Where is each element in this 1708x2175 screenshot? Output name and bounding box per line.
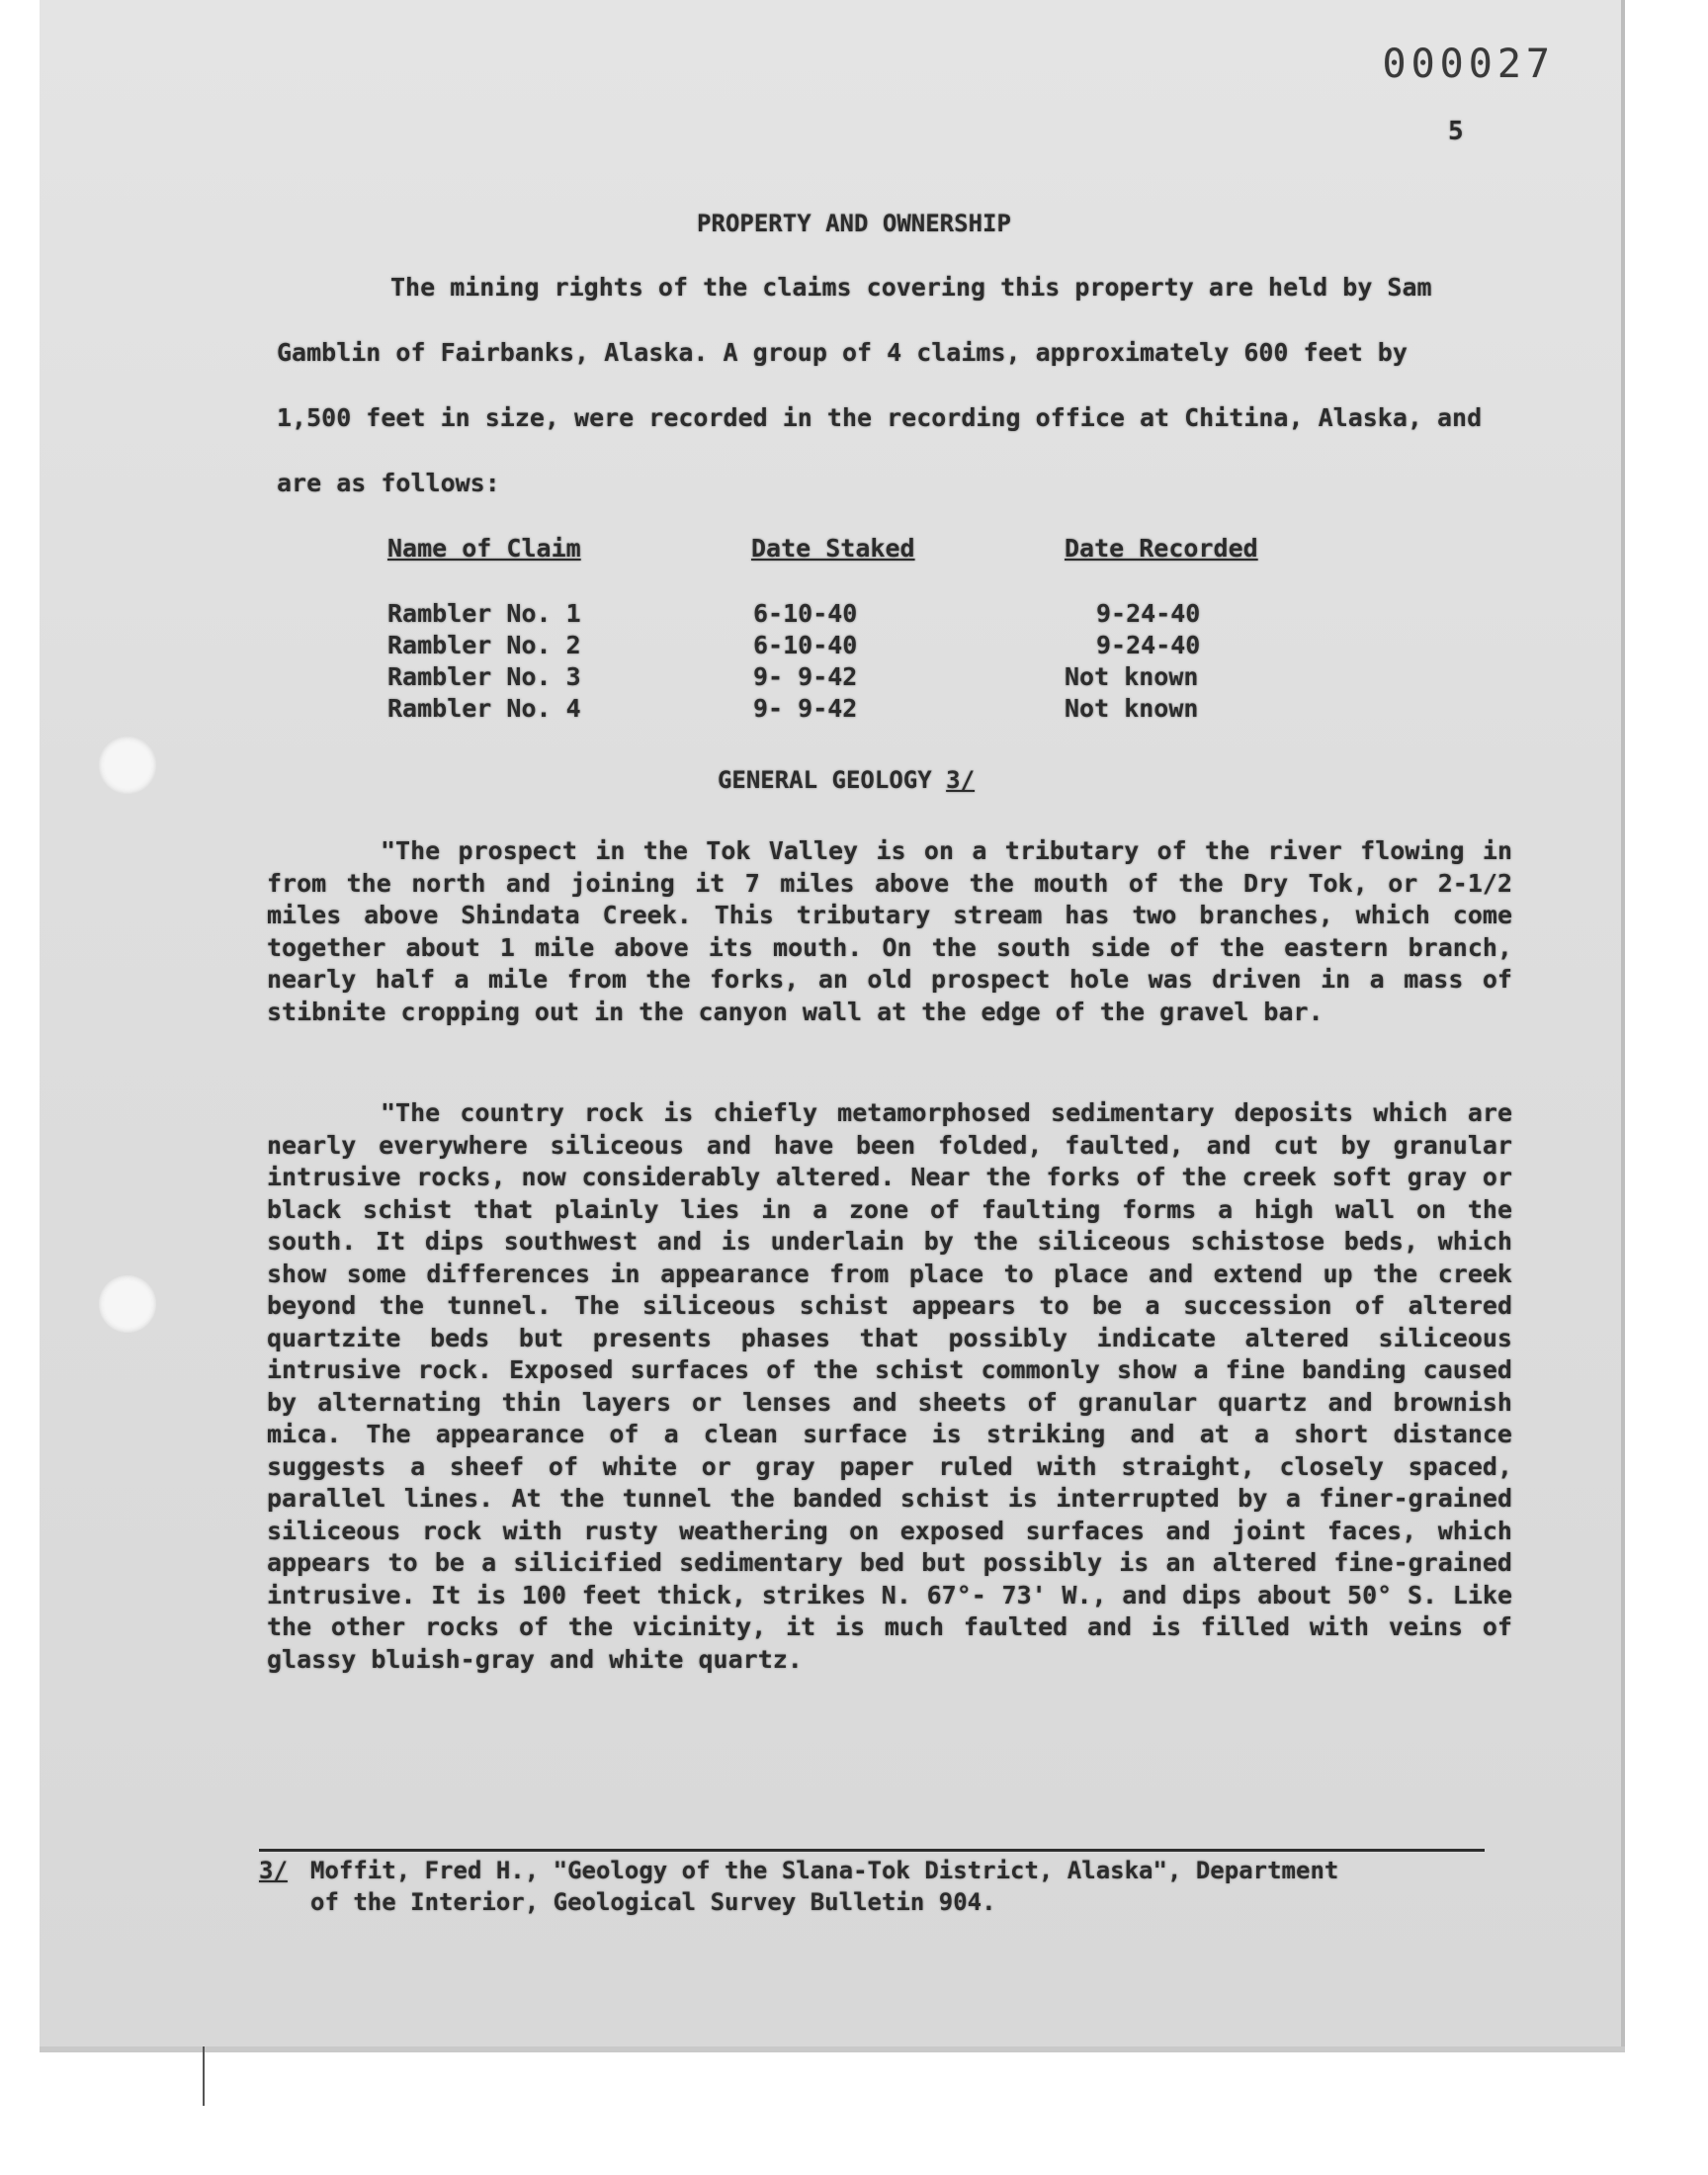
footnote-line-1: Moffit, Fred H., "Geology of the Slana-Tok District, Alaska", Department xyxy=(310,1857,1339,1884)
table-cell: Rambler No. 4 xyxy=(387,694,581,723)
table-cell: 6-10-40 xyxy=(753,631,858,659)
section-title-geology xyxy=(0,766,1700,794)
page-bottom-edge xyxy=(40,2046,1625,2052)
scan-artifact-line xyxy=(203,2046,205,2106)
quote-paragraph-1: "The prospect in the Tok Valley is on a tributary of the river flowing in from the north and joining it 7 miles above the mouth of the Dry Tok, or 2-1/2 miles above Shindata Creek. This tributary stream has two branches, which come together about 1 mile above its mouth. On the south side of the eastern branch, nearly half a mile from the forks, an old prospect hole was driven in a mass of stibnite cropping out in the canyon wall at the edge of the gravel bar. xyxy=(267,836,1512,1026)
property-paragraph xyxy=(277,255,1483,516)
table-cell: 9-24-40 xyxy=(1096,631,1201,659)
table-cell: 9- 9-42 xyxy=(753,662,858,691)
table-cell: 6-10-40 xyxy=(753,599,858,628)
header-date-staked: Date Staked xyxy=(751,534,915,563)
geology-title-text: GENERAL GEOLOGY xyxy=(717,766,932,794)
table-cell: 9-24-40 xyxy=(1096,599,1201,628)
footnote-line-2: of the Interior, Geological Survey Bulletin 904. xyxy=(310,1888,996,1916)
column-date-staked xyxy=(751,534,915,725)
table-cell: Rambler No. 3 xyxy=(387,662,581,691)
header-name-of-claim: Name of Claim xyxy=(387,534,581,563)
footnote-rule xyxy=(259,1849,1485,1852)
column-date-recorded xyxy=(1065,534,1258,725)
table-cell: Not known xyxy=(1065,662,1199,691)
geology-quote-2 xyxy=(267,1097,1512,1676)
property-paragraph-text: The mining rights of the claims covering this property are held by Sam Gamblin of Fairbanks, Alaska. A group of 4 claims, approximately 600 feet by 1,500 feet in size, were recorded in the recording office at Chitina, Alaska, and are as follows: xyxy=(277,273,1483,497)
section-title-property: PROPERTY AND OWNERSHIP xyxy=(697,210,1011,237)
geology-quote-1 xyxy=(267,835,1512,1028)
page-number: 5 xyxy=(1448,117,1464,146)
table-cell: Rambler No. 2 xyxy=(387,631,581,659)
footnote-mark: 3/ xyxy=(259,1857,288,1884)
table-cell: Not known xyxy=(1065,694,1199,723)
table-cell: 9- 9-42 xyxy=(753,694,858,723)
column-claim-name xyxy=(387,534,581,725)
quote-paragraph-2: "The country rock is chiefly metamorphosed sedimentary deposits which are nearly everywhere siliceous and have been folded, faulted, and cut by granular intrusive rocks, now considerably altered. Near the forks of the creek soft gray or black schist that plainly lies in a zone of faulting forms a high wall on the south. It dips southwest and is underlain by the siliceous schistose beds, which show some differences in appearance from place to place and extend up the creek beyond the tunnel. The siliceous schist appears to be a succession of altered quartzite beds but presents phases that possibly indicate altered siliceous intrusive rock. Exposed surfaces of the schist commonly show a fine banding caused by alternating thin layers or lenses and sheets of granular quartz and brownish mica. The appearance of a clean surface is striking and at a short distance suggests a sheef of white or gray paper ruled with straight, closely spaced, parallel lines. At the tunnel the banded schist is interrupted by a finer-grained siliceous rock with rusty weathering on exposed surfaces and joint faces, which appears to be a silicified sedimentary bed but possibly is an altered fine-grained intrusive. It is 100 feet thick, strikes N. 67°- 73' W., and dips about 50° S. Like the other rocks of the vicinity, it is much faulted and is filled with veins of glassy bluish-gray and white quartz. xyxy=(267,1098,1512,1674)
footnote xyxy=(259,1855,1504,1918)
footnote-reference: 3/ xyxy=(946,766,976,794)
table-cell: Rambler No. 1 xyxy=(387,599,581,628)
header-date-recorded: Date Recorded xyxy=(1065,534,1258,563)
punch-hole-bottom xyxy=(99,1275,156,1333)
bates-stamp-number: 000027 xyxy=(1382,42,1555,87)
